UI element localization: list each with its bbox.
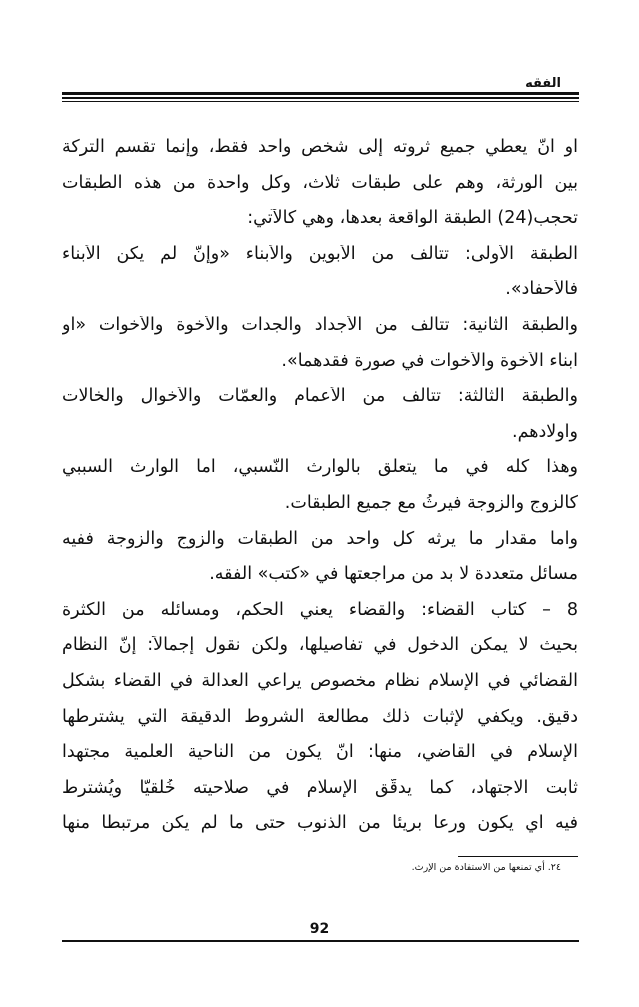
header-rule-bottom bbox=[62, 101, 579, 102]
body-line: فالأحفاد». bbox=[505, 280, 578, 300]
body-line: وأولادهم. bbox=[512, 422, 578, 442]
body-line: والطبقة الثالثة: تتألف من الأعمام والعمّات والأخوال والخالات bbox=[62, 387, 578, 407]
body-line: القضائي في الإسلام نظام مخصوص يراعي العدالة في القضاء بشكل bbox=[62, 671, 578, 691]
body-line: والطبقة الثانية: تتألف من الأجداد والجدات والأخوة والأخوات «أو bbox=[62, 315, 578, 335]
body-line: الإسلام في القاضي، منها: أنّ يكون من الناحية العلمية مجتهداً bbox=[62, 743, 578, 763]
footnote-separator bbox=[458, 856, 578, 857]
body-line: الطبقة الأولى: تتألف من الأبوين والأبناء «وإنّ لم يكن الأبناء bbox=[62, 244, 578, 264]
body-line: 8 – كتاب القضاء: والقضاء يعني الحكم، ومسائله من الكثرة bbox=[62, 600, 578, 620]
body-line: وأما مقدار ما يرثه كل واحد من الطبقات والزوج والزوجة ففيه bbox=[62, 529, 578, 549]
body-line: أو أنّ يعطي جميع ثروته إلى شخص واحد فقط، وإنما تقسم التركة bbox=[62, 138, 578, 157]
body-line: بين الورثة، وهم على طبقات ثلاث، وكل واحدة من هذه الطبقات bbox=[62, 173, 578, 193]
footnote: ٢٤. أي تمنعها من الاستفادة من الإرث. bbox=[411, 862, 561, 873]
body-line: ثابت الاجتهاد، كما يدقّق الإسلام في صلاحيته خُلُقيّاً ويُشترط bbox=[62, 778, 578, 798]
body-text bbox=[62, 138, 578, 850]
body-line: وهذا كله في ما يتعلق بالوارث النّسبي، أما الوارث السببي bbox=[62, 458, 578, 478]
body-line: تحجب(24) الطبقة الواقعة بعدها، وهي كالآتي: bbox=[247, 209, 578, 229]
header-rule-middle bbox=[62, 97, 579, 99]
body-line: فيه أي يكون ورعاً بريئاً من الذنوب حتى ما لم يكن مرتبطاً منها bbox=[62, 814, 578, 834]
running-header-title: الفقه bbox=[525, 76, 561, 91]
body-line: كالزوج والزوجة فيرثُ مع جميع الطبقات. bbox=[284, 493, 578, 513]
body-line: أبناء الأخوة والأخوات في صورة فقدهما». bbox=[281, 351, 578, 371]
page-number: 92 bbox=[309, 921, 330, 937]
body-line: مسائل متعددة لا بد من مراجعتها في «كتب» الفقه. bbox=[209, 565, 578, 585]
body-line: دقيق. ويكفي لإثبات ذلك مطالعة الشروط الدقيقة التي يشترطها bbox=[62, 707, 578, 727]
footer-rule bbox=[62, 940, 579, 942]
body-line: بحيث لا يمكن الدخول في تفاصيلها، ولكن نقول إجمالاً: إنّ النظام bbox=[62, 636, 578, 656]
header-rule-top bbox=[62, 92, 579, 95]
